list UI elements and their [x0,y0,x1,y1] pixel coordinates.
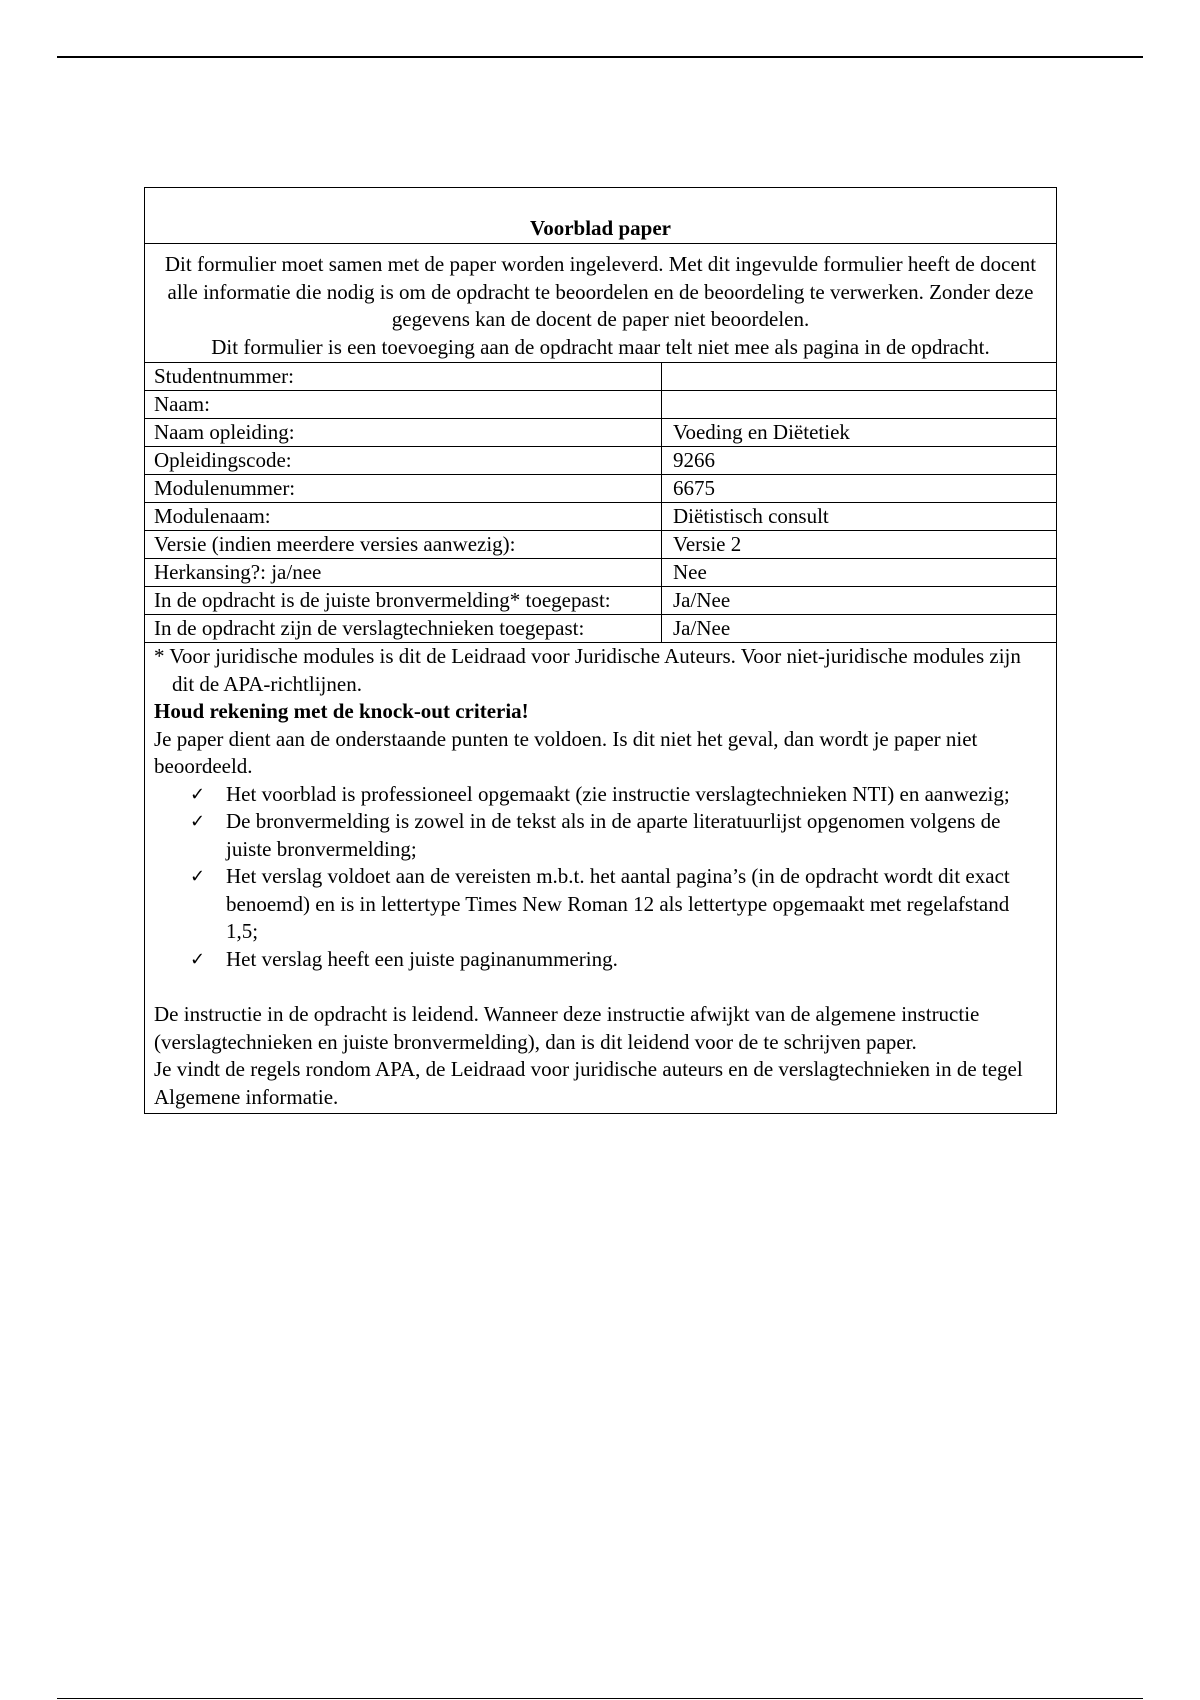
field-label: In de opdracht zijn de verslagtechnieken toegepast: [145,615,662,643]
field-row-module-number [145,475,1056,503]
field-value[interactable]: Nee [662,559,1057,587]
field-row-citation [145,587,1056,615]
field-label: Naam opleiding: [145,419,662,447]
field-value[interactable]: Ja/Nee [662,615,1057,643]
knockout-title: Houd rekening met de knock-out criteria! [154,699,529,723]
checkmark-icon: ✓ [190,866,206,887]
knockout-intro: Je paper dient aan de onderstaande punten te voldoen. Is dit niet het geval, dan wordt je paper niet beoordeeld. [154,726,978,778]
form-intro [145,244,1056,363]
field-value[interactable]: 6675 [662,475,1057,503]
field-value[interactable]: Versie 2 [662,531,1057,559]
criteria-list [154,781,1046,974]
closing-paragraph-1: De instructie in de opdracht is leidend. Wanneer deze instructie afwijkt van de algemene instructie (verslagtechnieken en juiste bronvermelding), dan is dit leidend voor de te schrijven paper. [154,1002,980,1054]
field-row-student-number [145,363,1056,391]
field-value[interactable] [662,363,1057,391]
field-value[interactable]: 9266 [662,447,1057,475]
field-value[interactable] [662,391,1057,419]
checkmark-icon: ✓ [190,783,206,805]
field-label: In de opdracht is de juiste bronvermelding* toegepast: [145,587,662,615]
footer-rule [57,1698,1143,1699]
form-title: Voorblad paper [145,188,1056,244]
list-item [190,781,1046,809]
closing-paragraph-2: Je vindt de regels rondom APA, de Leidraad voor juridische auteurs en de verslagtechnieken in de tegel Algemene informatie. [154,1057,1023,1109]
field-row-version [145,531,1056,559]
field-value[interactable]: Diëtistisch consult [662,503,1057,531]
criterion-text: Het verslag voldoet aan de vereisten m.b.t. het aantal pagina’s (in de opdracht wordt dit exact benoemd) en is in lettertype Times New Roman 12 als lettertype opgemaakt met regelafstand 1,5; [226,864,1010,943]
field-row-program-code [145,447,1056,475]
spacer [154,973,1046,1001]
field-label: Naam: [145,391,662,419]
notes-section [145,643,1056,1113]
footnote: * Voor juridische modules is dit de Leidraad voor Juridische Auteurs. Voor niet-juridische modules zijn dit de APA-richtlijnen. [154,644,1021,696]
field-label: Modulenummer: [145,475,662,503]
criterion-text: Het voorblad is professioneel opgemaakt (zie instructie verslagtechnieken NTI) en aanwezig; [226,781,1010,806]
field-label: Modulenaam: [145,503,662,531]
intro-paragraph-2: Dit formulier is een toevoeging aan de opdracht maar telt niet mee als pagina in de opdracht. [211,334,990,359]
field-row-module-name [145,503,1056,531]
field-label: Versie (indien meerdere versies aanwezig): [145,531,662,559]
checkmark-icon: ✓ [190,811,206,832]
intro-paragraph-1: Dit formulier moet samen met de paper worden ingeleverd. Met dit ingevulde formulier heeft de docent alle informatie die nodig is om de opdracht te beoordelen en de beoordeling te verwerken. Zonder deze gegevens kan de docent de paper niet beoordelen. [164,252,1037,331]
field-row-resit [145,559,1056,587]
field-value[interactable]: Ja/Nee [662,587,1057,615]
fields-table [145,363,1056,643]
field-row-report-techniques [145,615,1056,643]
field-label: Opleidingscode: [145,447,662,475]
field-label: Studentnummer: [145,363,662,391]
list-item [190,946,1046,974]
checkmark-icon: ✓ [190,948,206,970]
field-value[interactable]: Voeding en Diëtetiek [662,419,1057,447]
field-row-program-name [145,419,1056,447]
cover-sheet-form [144,187,1057,1114]
criterion-text: Het verslag heeft een juiste paginanummering. [226,946,618,971]
field-row-name [145,391,1056,419]
field-label: Herkansing?: ja/nee [145,559,662,587]
criterion-text: De bronvermelding is zowel in de tekst als in de aparte literatuurlijst opgenomen volgens de juiste bronvermelding; [226,809,1001,861]
list-item [190,863,1046,946]
list-item [190,808,1046,863]
header-rule [57,56,1143,58]
